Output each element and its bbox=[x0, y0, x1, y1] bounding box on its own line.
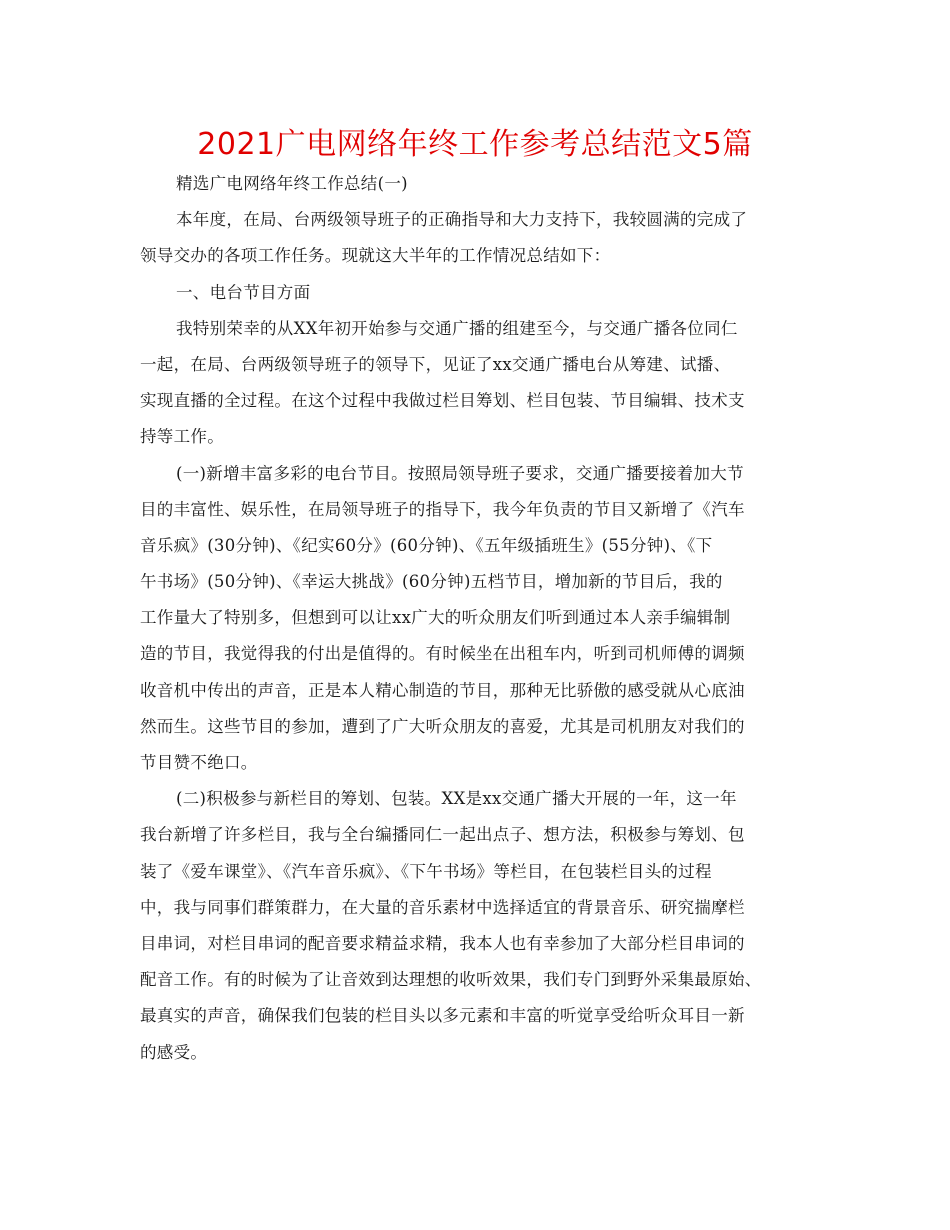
paragraph-line: 领导交办的各项工作任务。现就这大半年的工作情况总结如下： bbox=[140, 246, 611, 266]
paragraph-line: 中，我与同事们群策群力，在大量的音乐素材中选择适宜的背景音乐、研究揣摩栏 bbox=[140, 897, 745, 917]
paragraph-line: 我特别荣幸的从XX年初开始参与交通广播的组建至今，与交通广播各位同仁 bbox=[176, 318, 738, 338]
paragraph-line: 一起，在局、台两级领导班子的领导下，见证了xx交通广播电台从筹建、试播、 bbox=[140, 354, 731, 374]
paragraph-line: 目串词，对栏目串词的配音要求精益求精，我本人也有幸参加了大部分栏目串词的 bbox=[140, 933, 745, 953]
paragraph-line: 午书场》(50分钟)、《幸运大挑战》(60分钟)五档节目，增加新的节目后，我的 bbox=[140, 572, 723, 592]
paragraph-line: 然而生。这些节目的参加，遭到了广大听众朋友的喜爱，尤其是司机朋友对我们的 bbox=[140, 716, 745, 736]
paragraph-line: 我台新增了许多栏目，我与全台编播同仁一起出点子、想方法，积极参与筹划、包 bbox=[140, 825, 745, 845]
paragraph-line: 配音工作。有的时候为了让音效到达理想的收听效果，我们专门到野外采集最原始、 bbox=[140, 970, 762, 990]
paragraph-line: 最真实的声音，确保我们包装的栏目头以多元素和丰富的听觉享受给听众耳目一新 bbox=[140, 1006, 745, 1026]
paragraph-line: 造的节目，我觉得我的付出是值得的。有时候坐在出租车内，听到司机师傅的调频 bbox=[140, 644, 745, 664]
paragraph-line: 装了《爱车课堂》、《汽车音乐疯》、《下午书场》等栏目，在包装栏目头的过程 bbox=[140, 861, 712, 881]
section-heading: 一、电台节目方面 bbox=[176, 282, 311, 302]
paragraph-line: 目的丰富性、娱乐性，在局领导班子的指导下，我今年负责的节目又新增了《汽车 bbox=[140, 499, 745, 519]
document-title: 2021广电网络年终工作参考总结范文5篇 bbox=[197, 127, 753, 162]
section-subtitle: 精选广电网络年终工作总结(一) bbox=[176, 174, 408, 193]
paragraph-line: (一)新增丰富多彩的电台节目。按照局领导班子要求，交通广播要接着加大节 bbox=[176, 463, 744, 483]
paragraph-line: 持等工作。 bbox=[140, 427, 224, 447]
paragraph-line: 本年度，在局、台两级领导班子的正确指导和大力支持下，我较圆满的完成了 bbox=[176, 210, 748, 230]
paragraph-line: 工作量大了特别多，但想到可以让xx广大的听众朋友们听到通过本人亲手编辑制 bbox=[140, 608, 731, 628]
paragraph-line: 实现直播的全过程。在这个过程中我做过栏目筹划、栏目包装、节目编辑、技术支 bbox=[140, 391, 745, 411]
paragraph-line: 音乐疯》(30分钟)、《纪实60分》(60分钟)、《五年级插班生》(55分钟)、《下 bbox=[140, 535, 713, 555]
paragraph-line: 节目赞不绝口。 bbox=[140, 753, 258, 772]
paragraph-line: (二)积极参与新栏目的筹划、包装。XX是xx交通广播大开展的一年，这一年 bbox=[176, 789, 737, 809]
paragraph-line: 收音机中传出的声音，正是本人精心制造的节目，那种无比骄傲的感受就从心底油 bbox=[140, 680, 745, 700]
document-body bbox=[140, 166, 830, 1071]
paragraph-line: 的感受。 bbox=[140, 1042, 208, 1062]
